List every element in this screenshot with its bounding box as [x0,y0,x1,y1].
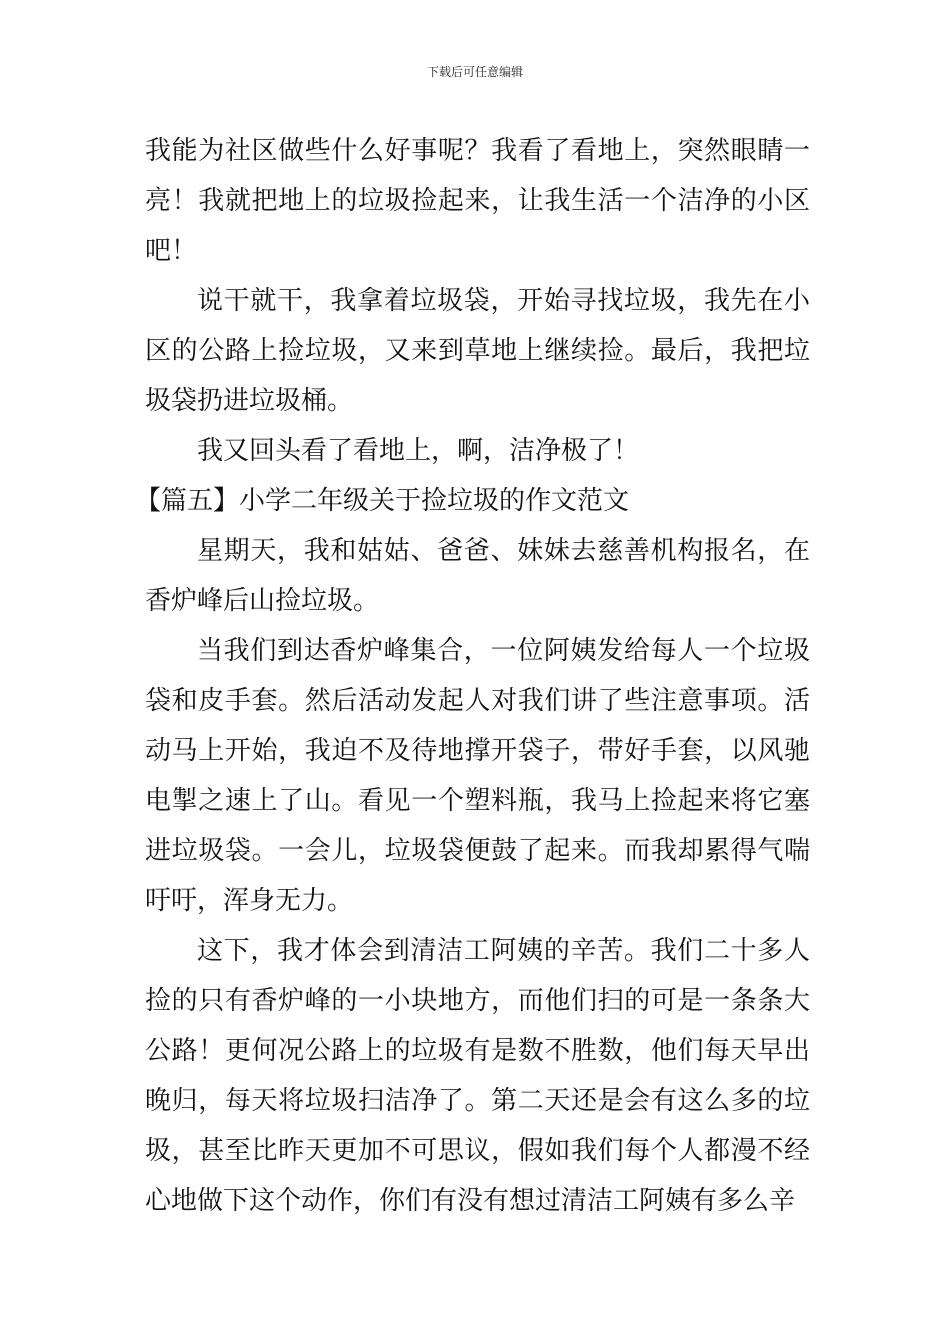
section-heading: 【篇五】小学二年级关于捡垃圾的作文范文 [135,486,630,516]
paragraph-3: 我又回头看了看地上，啊，洁净极了！ [197,436,640,466]
paragraph-4: 星期天，我和姑姑、爸爸、妹妹去慈善机构报名，在香炉峰后山捡垃圾。 [145,536,810,616]
page-header: 下载后可任意编辑 [426,65,523,79]
paragraph-1: 我能为社区做些什么好事呢？我看了看地上，突然眼睛一亮！我就把地上的垃圾捡起来，让我生活一个洁净的小区吧！ [145,136,810,266]
document-body [135,126,810,1226]
paragraph-5: 当我们到达香炉峰集合，一位阿姨发给每人一个垃圾袋和皮手套。然后活动发起人对我们讲了些注意事项。活动马上开始，我迫不及待地撑开袋子，带好手套，以风驰电掣之速上了山。看见一个塑料瓶，我马上捡起来将它塞进垃圾袋。一会儿，垃圾袋便鼓了起来。而我却累得气喘吁吁，浑身无力。 [145,636,810,916]
paragraph-6: 这下，我才体会到清洁工阿姨的辛苦。我们二十多人捡的只有香炉峰的一小块地方，而他们扫的可是一条条大公路！更何况公路上的垃圾有是数不胜数，他们每天早出晚归，每天将垃圾扫洁净了。第二天还是会有这么多的垃圾，甚至比昨天更加不可思议，假如我们每个人都漫不经心地做下这个动作，你们有没有想过清洁工阿姨有多么辛 [145,936,810,1216]
paragraph-2: 说干就干，我拿着垃圾袋，开始寻找垃圾，我先在小区的公路上捡垃圾，又来到草地上继续捡。最后，我把垃圾袋扔进垃圾桶。 [145,286,810,416]
